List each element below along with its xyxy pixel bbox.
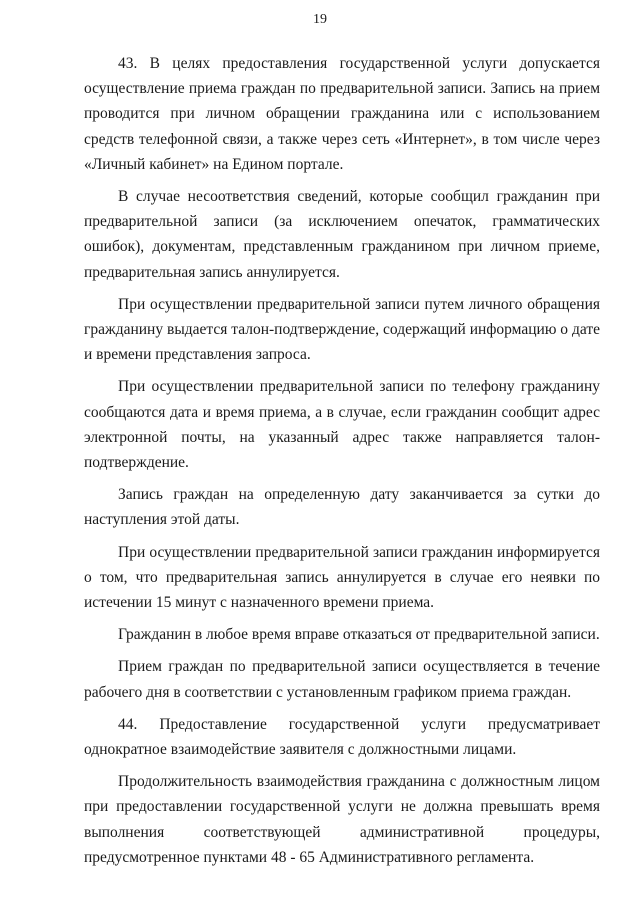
paragraph-personal-visit: При осуществлении предварительной записи путем личного обращения гражданину выдается талон-подтверждение, содержащий информацию о дате и времени представления запроса. — [84, 295, 600, 364]
paragraph-schedule: Прием граждан по предварительной записи осуществляется в течение рабочего дня в соответствии с установленным графиком приема граждан. — [84, 658, 600, 701]
paragraph-44-interaction: 44. Предоставление государственной услуги предусматривает однократное взаимодействие заявителя с должностными лицами. — [84, 715, 600, 759]
paragraph-no-show: При осуществлении предварительной записи гражданин информируется о том, что предварительная запись аннулируется в случае его неявки по истечении 15 минут с назначенного времени приема. — [84, 543, 600, 612]
page-number: 19 — [313, 12, 327, 27]
paragraph-43-intro: 43. В целях предоставления государственной услуги допускается осуществление приема граждан по предварительной записи. Запись на прием проводится при личном обращении гражданина или с использованием средств телефонной связи, а также через сеть «Интернет», в том числе через «Личный кабинет» на Едином портале. — [84, 55, 600, 173]
document-body — [84, 51, 600, 870]
paragraph-duration: Продолжительность взаимодействия гражданина с должностным лицом при предоставлении государственной услуги не должна превышать время выполнения соответствующей административной процедуры, предусмотренное пунктами 48 - 65 Административного регламента. — [84, 773, 600, 866]
paragraph-mismatch: В случае несоответствия сведений, которые сообщил гражданин при предварительной записи (за исключением опечаток, грамматических ошибок), документам, представленным гражданином при личном приеме, предварительная запись аннулируется. — [84, 188, 600, 281]
paragraph-booking-deadline: Запись граждан на определенную дату заканчивается за сутки до наступления этой даты. — [84, 486, 600, 529]
paragraph-cancel-right: Гражданин в любое время вправе отказаться от предварительной записи. — [118, 626, 600, 644]
paragraph-phone-booking: При осуществлении предварительной записи по телефону гражданину сообщаются дата и время приема, а в случае, если гражданин сообщит адрес электронной почты, на указанный адрес также направляется талон-подтверждение. — [84, 378, 600, 472]
